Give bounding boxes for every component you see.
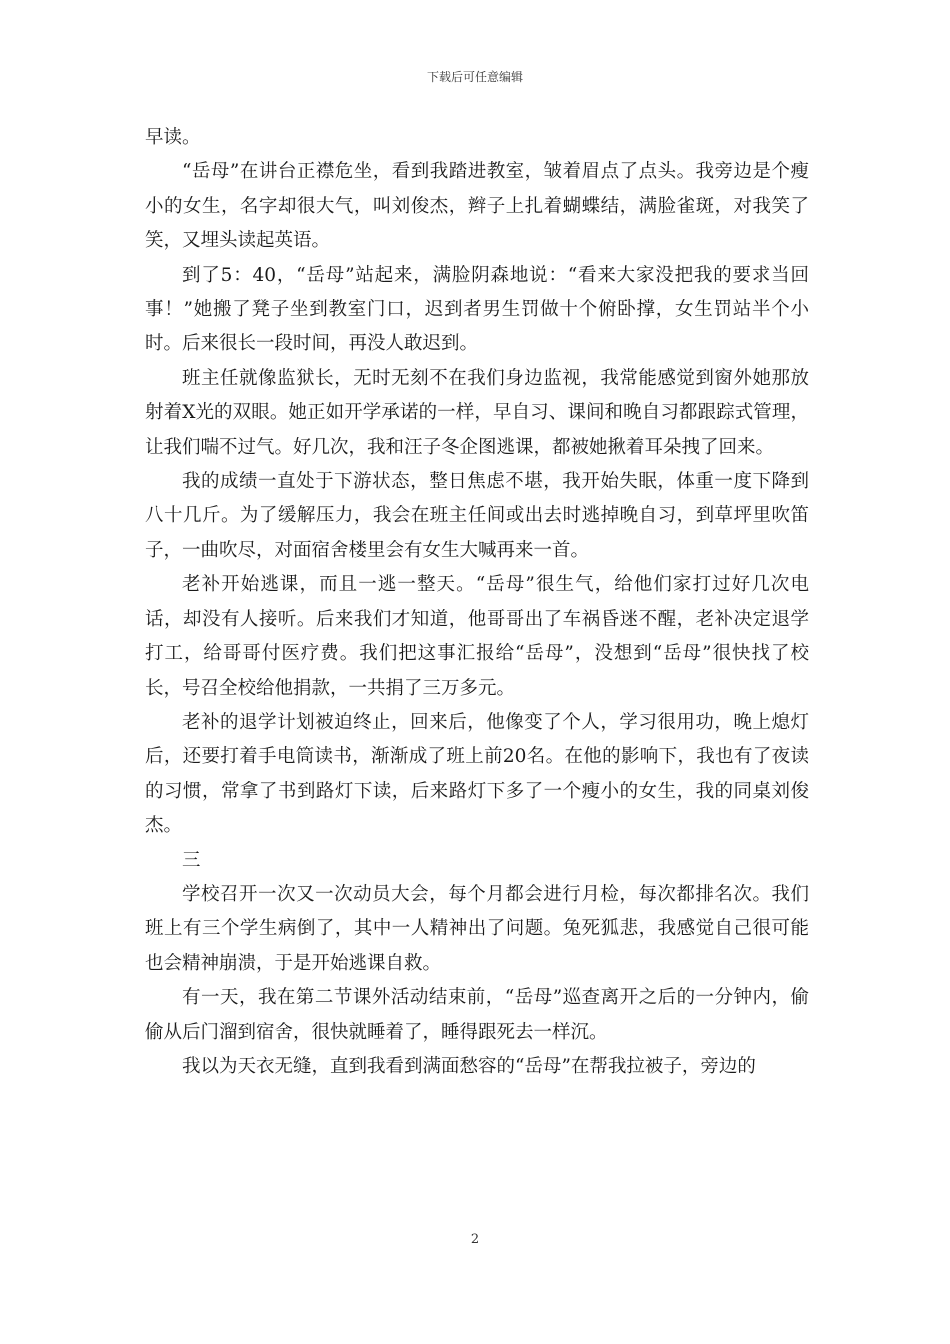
paragraph: 老补的退学计划被迫终止，回来后，他像变了个人，学习很用功，晚上熄灯后，还要打着手电筒读书，渐渐成了班上前20名。在他的影响下，我也有了夜读的习惯，常拿了书到路灯下读，后来路灯下多了一个瘦小的女生，我的同桌刘俊杰。: [145, 711, 809, 837]
paragraph: 我以为天衣无缝，直到我看到满面愁容的“岳母”在帮我拉被子，旁边的: [182, 1055, 756, 1077]
paragraph: 班主任就像监狱长，无时无刻不在我们身边监视，我常能感觉到窗外她那放射着X光的双眼。她正如开学承诺的一样，早自习、课间和晚自习都跟踪式管理，让我们喘不过气。好几次，我和汪子冬企图逃课，都被她揪着耳朵拽了回来。: [145, 367, 809, 458]
section-heading: 三: [182, 849, 201, 871]
page-number: 2: [470, 1232, 480, 1247]
page-header: 下载后可任意编辑: [426, 70, 523, 84]
paragraph: 有一天，我在第二节课外活动结束前，“岳母”巡查离开之后的一分钟内，偷偷从后门溜到宿舍，很快就睡着了，睡得跟死去一样沉。: [145, 987, 809, 1043]
document-body: [145, 121, 809, 1084]
paragraph: 学校召开一次又一次动员大会，每个月都会进行月检，每次都排名次。我们班上有三个学生病倒了，其中一人精神出了问题。兔死狐悲，我感觉自己很可能也会精神崩溃，于是开始逃课自救。: [145, 883, 809, 974]
paragraph: 早读。: [145, 127, 201, 148]
paragraph: “岳母”在讲台正襟危坐，看到我踏进教室，皱着眉点了点头。我旁边是个瘦小的女生，名字却很大气，叫刘俊杰，辫子上扎着蝴蝶结，满脸雀斑，对我笑了笑，又埋头读起英语。: [145, 161, 809, 252]
paragraph: 老补开始逃课，而且一逃一整天。“岳母”很生气，给他们家打过好几次电话，却没有人接听。后来我们才知道，他哥哥出了车祸昏迷不醒，老补决定退学打工，给哥哥付医疗费。我们把这事汇报给“岳母”，没想到“岳母”很快找了校长，号召全校给他捐款，一共捐了三万多元。: [145, 574, 809, 699]
paragraph: 到了5：40，“岳母”站起来，满脸阴森地说：“看来大家没把我的要求当回事！”她搬了凳子坐到教室门口，迟到者男生罚做十个俯卧撑，女生罚站半个小时。后来很长一段时间，再没人敢迟到。: [145, 264, 809, 355]
paragraph: 我的成绩一直处于下游状态，整日焦虑不堪，我开始失眠，体重一度下降到八十几斤。为了缓解压力，我会在班主任间或出去时逃掉晚自习，到草坪里吹笛子，一曲吹尽，对面宿舍楼里会有女生大喊再来一首。: [145, 471, 809, 561]
